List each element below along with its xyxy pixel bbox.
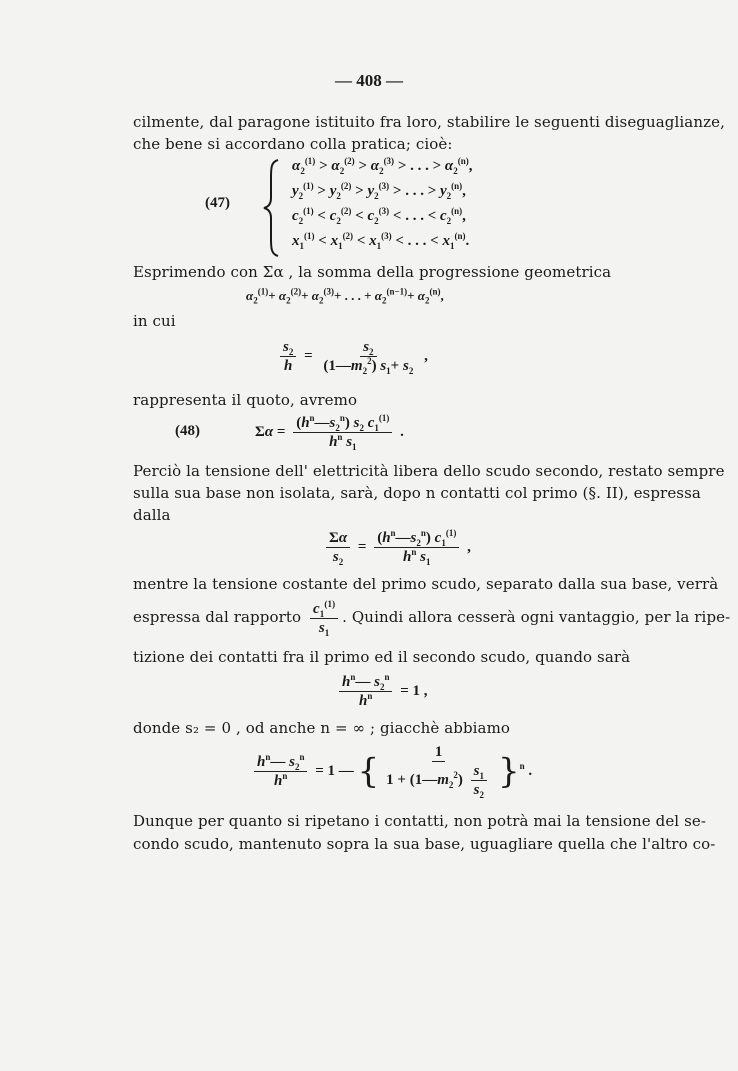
- subscript: 1: [449, 241, 455, 251]
- variable: c: [440, 208, 447, 224]
- math-symbol: [284, 357, 292, 375]
- math-text: < . . . <: [389, 208, 440, 224]
- variable: c: [329, 208, 337, 224]
- superscript: (3): [378, 181, 390, 191]
- subscript: 2: [425, 295, 430, 306]
- math-symbol: [354, 414, 364, 432]
- math-text: =: [300, 347, 317, 364]
- math-text: —: [355, 674, 375, 690]
- subscript: 2: [359, 423, 364, 433]
- variable: c: [367, 415, 375, 431]
- paragraph-line: Perciò la tensione dell' elettricità libera dello scudo secondo, restato sempre: [133, 462, 725, 480]
- math-text: .: [524, 762, 533, 779]
- math-symbol: [312, 287, 334, 305]
- math-text: —: [314, 415, 330, 431]
- math-symbol: [437, 771, 458, 789]
- paragraph-line: Dunque per quanto si ripetano i contatti, non potrà mai la tensione del se-: [133, 812, 707, 830]
- superscript: (n): [457, 156, 469, 166]
- equation-number-47: (47): [205, 195, 230, 211]
- superscript: (2): [342, 231, 354, 241]
- math-symbol: [445, 157, 469, 175]
- limit-formula: [250, 744, 532, 799]
- numerator: [310, 600, 338, 619]
- math-text: <: [353, 233, 370, 249]
- math-text: >: [315, 158, 332, 174]
- variable: h: [257, 754, 266, 770]
- variable: c: [313, 601, 320, 617]
- math-symbol: [257, 753, 270, 771]
- math-symbol: [442, 232, 465, 250]
- subscript: 1: [319, 609, 325, 619]
- math-text: —: [395, 530, 411, 546]
- denominator: [471, 781, 487, 799]
- math-text: ,: [462, 183, 466, 199]
- subscript: 2: [479, 790, 484, 800]
- math-text: > . . . >: [389, 183, 440, 199]
- tension-formula: [322, 529, 471, 566]
- subscript: 2: [298, 191, 304, 201]
- math-text: —: [270, 754, 290, 770]
- math-symbol: [339, 529, 347, 547]
- math-text: ,: [463, 538, 471, 555]
- math-symbol: [418, 287, 441, 305]
- math-symbol: [330, 207, 352, 225]
- math-text: Σ: [329, 530, 339, 546]
- variable: α: [246, 288, 254, 303]
- superscript: n: [337, 432, 343, 442]
- superscript: n: [282, 771, 288, 781]
- math-symbol: [283, 338, 293, 356]
- superscript: n: [265, 752, 271, 762]
- inequality-row: [292, 207, 466, 225]
- subscript: 2: [335, 423, 340, 433]
- subscript: 2: [446, 216, 452, 226]
- left-brace: [262, 158, 280, 258]
- math-text: (: [296, 415, 302, 431]
- fraction: [374, 529, 459, 566]
- variable: α: [331, 158, 340, 174]
- fraction: [339, 673, 392, 710]
- denominator: [383, 762, 494, 799]
- math-symbol: [292, 182, 314, 200]
- math-text: ,: [468, 158, 473, 174]
- subscript: 2: [286, 295, 291, 306]
- math-text: < . . . <: [391, 233, 443, 249]
- subscript: 1: [441, 538, 446, 548]
- math-text: >: [351, 183, 368, 199]
- math-symbol: [330, 414, 345, 432]
- math-symbol: [368, 414, 390, 432]
- equation-48: [255, 414, 404, 451]
- superscript: n: [367, 691, 373, 701]
- math-text: + . . . +: [333, 288, 375, 303]
- large-brace: }: [497, 751, 520, 792]
- variable: s: [332, 549, 339, 565]
- variable: s: [374, 674, 380, 690]
- subscript: 1: [324, 628, 330, 638]
- numerator: [339, 673, 392, 692]
- variable: c: [292, 208, 299, 224]
- math-symbol: [420, 548, 430, 566]
- subscript: 2: [381, 295, 387, 306]
- variable: s: [289, 754, 295, 770]
- text: . Quindi allora cesserà ogni vantaggio, per la ripe-: [342, 607, 731, 626]
- variable: α: [370, 158, 380, 174]
- math-text: +: [301, 288, 312, 303]
- denominator: [330, 548, 346, 566]
- denominator: [400, 548, 433, 566]
- paragraph-line: tizione dei contatti fra il primo ed il secondo scudo, quando sarà: [133, 648, 631, 666]
- math-symbol: [474, 781, 484, 799]
- unity-condition: [335, 673, 428, 710]
- math-symbol: [292, 232, 315, 250]
- paragraph-line: cilmente, dal paragone istituito fra loro, stabilire le seguenti diseguaglianze,: [133, 113, 725, 131]
- math-text: > . . . >: [394, 158, 445, 174]
- subscript: 2: [448, 779, 454, 790]
- superscript: (1): [304, 156, 316, 166]
- math-text: =: [354, 538, 371, 555]
- paragraph-line: donde s₂ = 0 , od anche n = ∞ ; giacchè abbiamo: [133, 719, 511, 737]
- denominator: [271, 772, 290, 790]
- math-text: ,: [440, 288, 444, 303]
- paragraph-line: sulla sua base non isolata, sarà, dopo n contatti col primo (§. II), espressa: [133, 484, 701, 502]
- variable: α: [338, 530, 348, 546]
- variable: α: [374, 288, 382, 303]
- variable: s: [473, 782, 480, 798]
- equation-number-48: (48): [175, 423, 200, 439]
- paragraph-line: [133, 599, 731, 638]
- subscript: 2: [338, 557, 344, 567]
- page-number: — 408 —: [335, 71, 403, 90]
- superscript: (3): [381, 231, 392, 241]
- math-text: 1: [434, 744, 443, 760]
- subscript: 2: [298, 216, 304, 226]
- math-text: ): [425, 530, 435, 546]
- variable: h: [301, 415, 310, 431]
- math-text: Σ: [255, 423, 265, 440]
- math-symbol: [374, 673, 389, 691]
- math-symbol: [403, 548, 416, 566]
- math-text: ): [457, 771, 467, 788]
- geometric-series: [246, 287, 444, 305]
- math-symbol: [351, 357, 372, 375]
- variable: s: [473, 763, 480, 779]
- numerator: [280, 338, 296, 357]
- variable: α: [444, 158, 454, 174]
- variable: y: [440, 183, 447, 199]
- math-text: .: [465, 233, 470, 249]
- variable: s: [380, 358, 387, 374]
- numerator: [374, 529, 459, 548]
- paragraph-line: rappresenta il quoto, avremo: [133, 391, 358, 409]
- variable: x: [442, 233, 450, 249]
- math-symbol: [367, 207, 389, 225]
- superscript: (1): [303, 181, 314, 191]
- variable: α: [311, 288, 319, 303]
- subscript: 2: [446, 191, 452, 201]
- numerator: [432, 744, 446, 762]
- subscript: 2: [374, 191, 379, 201]
- superscript: (n−1): [386, 286, 408, 297]
- math-text: = 1 ,: [396, 682, 428, 699]
- superscript: (3): [383, 156, 395, 166]
- math-symbol: [274, 772, 287, 790]
- variable: h: [359, 693, 368, 709]
- math-symbol: [520, 762, 525, 780]
- fraction: [383, 744, 494, 799]
- variable: x: [330, 233, 339, 249]
- math-text: (1—: [323, 358, 351, 374]
- variable: y: [292, 183, 299, 199]
- text: espressa dal rapporto: [133, 607, 302, 626]
- subscript: 2: [369, 347, 374, 357]
- subscript: 2: [408, 366, 414, 376]
- superscript: (1): [324, 599, 336, 609]
- superscript: (2): [290, 286, 302, 297]
- paragraph-line: Esprimendo con Σα , la somma della progressione geometrica: [133, 263, 612, 281]
- math-symbol: [435, 529, 457, 547]
- numerator: [254, 753, 307, 772]
- large-brace: {: [357, 751, 380, 792]
- math-symbol: [331, 157, 354, 175]
- math-symbol: [474, 762, 484, 780]
- math-text: +: [268, 288, 279, 303]
- superscript: n: [350, 672, 356, 682]
- superscript: (n): [454, 231, 466, 241]
- denominator: [316, 619, 333, 637]
- subscript: 2: [379, 166, 384, 176]
- subscript: 2: [416, 538, 421, 548]
- math-text: ): [344, 415, 354, 431]
- paragraph-line: mentre la tensione costante del primo scudo, separato dalla sua base, verrà: [133, 575, 719, 593]
- subscript: 2: [253, 295, 258, 306]
- variable: s: [363, 339, 370, 355]
- inequality-row: [292, 232, 469, 250]
- inequality-row: [292, 182, 466, 200]
- variable: h: [403, 549, 412, 565]
- subscript: 1: [352, 442, 357, 452]
- math-symbol: [292, 157, 315, 175]
- superscript: (2): [344, 156, 355, 166]
- variable: s: [283, 339, 289, 355]
- math-symbol: [330, 182, 352, 200]
- denominator: [356, 692, 375, 710]
- subscript: 2: [339, 166, 345, 176]
- subscript: 1: [479, 771, 484, 781]
- subscript: 1: [374, 423, 379, 433]
- superscript: n: [411, 547, 417, 557]
- denominator: [326, 433, 359, 451]
- variable: α: [278, 288, 287, 303]
- variable: s: [346, 434, 353, 450]
- math-text: =: [273, 423, 290, 440]
- math-text: <: [313, 208, 330, 224]
- math-symbol: [319, 619, 330, 637]
- variable: α: [292, 158, 301, 174]
- numerator: [471, 762, 487, 781]
- variable: c: [367, 208, 375, 224]
- math-symbol: [363, 338, 373, 356]
- math-symbol: [346, 433, 356, 451]
- variable: y: [367, 183, 375, 199]
- variable: h: [284, 358, 293, 374]
- variable: x: [292, 233, 300, 249]
- subscript: 2: [336, 216, 341, 226]
- numerator: [360, 338, 376, 357]
- superscript: n: [384, 672, 390, 682]
- math-symbol: [440, 182, 462, 200]
- math-symbol: [246, 287, 268, 305]
- subscript: 1: [425, 557, 431, 567]
- superscript: 2: [453, 769, 458, 780]
- math-symbol: [301, 414, 314, 432]
- superscript: (n): [451, 181, 463, 191]
- math-symbol: [342, 673, 355, 691]
- math-symbol: [331, 232, 354, 250]
- paragraph-line: dalla: [133, 506, 171, 524]
- fraction: [471, 762, 487, 799]
- denominator: [320, 357, 416, 375]
- superscript: (3): [323, 286, 334, 297]
- math-text: = 1 —: [311, 762, 358, 779]
- superscript: (n): [451, 206, 463, 216]
- math-symbol: [367, 182, 389, 200]
- subscript: 2: [379, 682, 385, 692]
- math-symbol: [371, 157, 394, 175]
- variable: s: [318, 620, 325, 636]
- superscript: (1): [445, 528, 457, 538]
- superscript: (1): [257, 286, 269, 297]
- subscript: 2: [294, 762, 300, 772]
- math-symbol: [333, 548, 343, 566]
- variable: α: [417, 288, 425, 303]
- math-text: (: [377, 530, 383, 546]
- variable: h: [382, 530, 391, 546]
- variable: m: [437, 771, 449, 788]
- math-text: ,: [462, 208, 466, 224]
- math-text: +: [407, 288, 418, 303]
- fraction: [280, 338, 296, 375]
- variable: α: [264, 423, 274, 440]
- quotient-formula: [276, 338, 428, 375]
- superscript: (1): [303, 206, 314, 216]
- superscript: n: [519, 760, 525, 771]
- math-text: >: [354, 158, 371, 174]
- superscript: (2): [340, 181, 352, 191]
- paragraph-line: che bene si accordano colla pratica; cioè:: [133, 135, 453, 153]
- superscript: (1): [304, 231, 315, 241]
- denominator: [281, 357, 295, 375]
- subscript: 1: [386, 366, 391, 376]
- subscript: 2: [336, 191, 341, 201]
- superscript: 2: [367, 356, 372, 366]
- math-text: 1 + (1—: [386, 771, 438, 788]
- math-symbol: [265, 423, 273, 441]
- variable: c: [434, 530, 442, 546]
- math-text: ,: [420, 347, 428, 364]
- math-symbol: [313, 600, 335, 618]
- math-symbol: [375, 287, 407, 305]
- variable: m: [350, 358, 363, 374]
- variable: s: [329, 415, 336, 431]
- math-text: <: [351, 208, 368, 224]
- fraction: [254, 753, 307, 790]
- superscript: n: [420, 528, 426, 538]
- ratio-formula: [306, 599, 342, 638]
- paragraph-line: in cui: [133, 312, 176, 330]
- math-text: +: [390, 358, 403, 374]
- math-text: >: [313, 183, 330, 199]
- subscript: 1: [299, 241, 304, 251]
- math-symbol: [369, 232, 392, 250]
- superscript: n: [390, 528, 396, 538]
- math-symbol: [411, 529, 426, 547]
- superscript: (n): [429, 286, 441, 297]
- subscript: 2: [362, 366, 368, 376]
- superscript: n: [309, 413, 315, 423]
- numerator: [293, 414, 392, 433]
- superscript: n: [299, 752, 305, 762]
- math-symbol: [380, 357, 390, 375]
- subscript: 1: [376, 241, 382, 251]
- math-symbol: [289, 753, 304, 771]
- variable: s: [353, 415, 360, 431]
- subscript: 2: [453, 166, 458, 176]
- math-symbol: [440, 207, 462, 225]
- fraction: [326, 529, 350, 566]
- fraction: [310, 600, 338, 637]
- subscript: 2: [318, 295, 324, 306]
- variable: h: [342, 674, 351, 690]
- subscript: 2: [288, 347, 294, 357]
- inequality-row: [292, 157, 472, 175]
- math-text: .: [396, 423, 404, 440]
- variable: s: [420, 549, 426, 565]
- math-symbol: [359, 692, 372, 710]
- superscript: (3): [378, 206, 390, 216]
- superscript: (1): [378, 413, 390, 423]
- superscript: (2): [340, 206, 352, 216]
- variable: h: [329, 434, 338, 450]
- variable: s: [410, 530, 417, 546]
- superscript: n: [339, 413, 345, 423]
- math-symbol: [279, 287, 301, 305]
- subscript: 2: [374, 216, 379, 226]
- fraction: [320, 338, 416, 375]
- variable: y: [329, 183, 337, 199]
- math-symbol: [382, 529, 395, 547]
- variable: h: [274, 773, 283, 789]
- subscript: 2: [300, 166, 305, 176]
- fraction: [293, 414, 392, 451]
- numerator: [326, 529, 350, 548]
- math-symbol: [329, 433, 342, 451]
- paragraph-line: condo scudo, mantenuto sopra la sua base, uguagliare quella che l'altro co-: [133, 835, 716, 853]
- variable: x: [369, 233, 377, 249]
- math-symbol: [292, 207, 314, 225]
- math-text: <: [314, 233, 331, 249]
- math-text: ): [371, 358, 381, 374]
- subscript: 1: [338, 241, 343, 251]
- variable: s: [402, 358, 409, 374]
- math-symbol: [403, 357, 413, 375]
